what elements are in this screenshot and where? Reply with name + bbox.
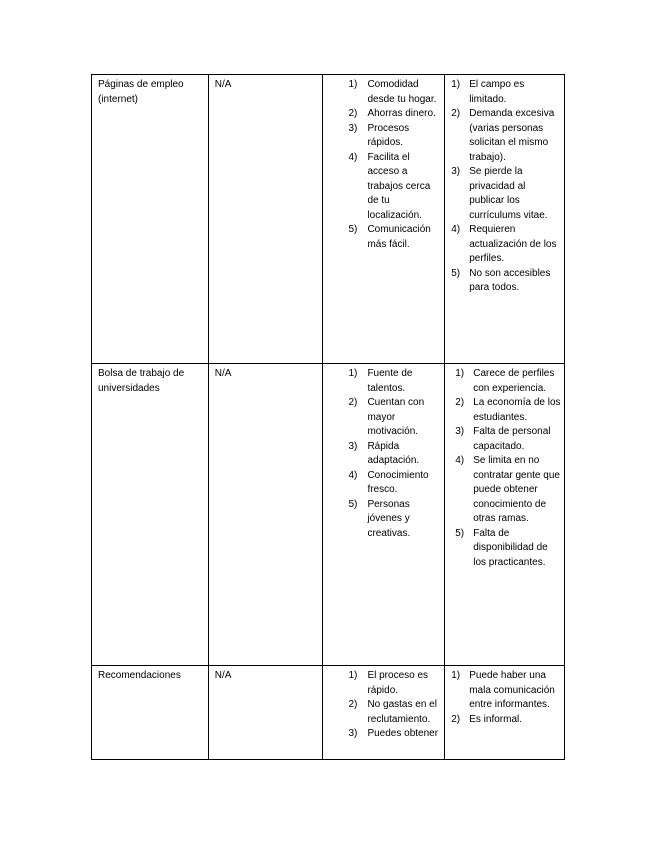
list-item: 2) Cuentan con mayor motivación. (348, 397, 425, 437)
disadvantages-cell (445, 364, 565, 666)
cost-value: N/A (214, 368, 232, 379)
table-row (92, 75, 565, 364)
list-item: 3) Procesos rápidos. (348, 122, 410, 148)
cost-cell (208, 75, 323, 364)
list-item: 4) Requieren actualización de los perfiles. (451, 224, 557, 264)
advantages-cell (323, 364, 445, 666)
list-item: 1) El campo es limitado. (451, 79, 525, 105)
list-item: 2) No gastas en el reclutamiento. (348, 699, 437, 725)
cost-cell (208, 364, 323, 666)
source-cell (92, 666, 209, 760)
advantages-cell (323, 75, 445, 364)
list-item: 5) Personas jóvenes y creativas. (348, 498, 411, 539)
list-item: 2) Es informal. (451, 713, 523, 725)
list-item: 4) Se limita en no contratar gente que puede obtener conocimiento de otras ramas. (455, 455, 560, 524)
advantages-cell (323, 666, 445, 760)
list-item: 1) Carece de perfiles con experiencia. (455, 368, 555, 394)
disadvantages-list (449, 78, 562, 296)
source-label: Recomendaciones (98, 670, 181, 681)
advantages-list (329, 78, 439, 252)
list-item: 1) Comodidad desde tu hogar. (348, 79, 437, 105)
source-label: Bolsa de trabajo de universidades (98, 368, 185, 394)
source-label: Páginas de empleo (internet) (98, 79, 184, 105)
advantages-list (329, 669, 439, 742)
list-item: 2) La economía de los estudiantes. (455, 397, 561, 423)
source-cell (92, 364, 209, 666)
list-item: 5) No son accesibles para todos. (451, 267, 551, 293)
list-item: 3) Puedes obtener (348, 728, 439, 739)
cost-cell (208, 666, 323, 760)
cost-value: N/A (214, 670, 232, 681)
disadvantages-list (449, 669, 562, 727)
list-item: 2) Ahorras dinero. (348, 108, 436, 119)
disadvantages-cell (445, 666, 565, 760)
list-item: 4) Facilita el acceso a trabajos cerca de tu localización. (348, 151, 431, 221)
table-row (92, 364, 565, 666)
disadvantages-list (449, 367, 562, 570)
list-item: 3) Se pierde la privacidad al publicar los currículums vitae. (451, 166, 548, 221)
recruitment-sources-table (91, 74, 565, 760)
advantages-list (329, 367, 439, 541)
list-item: 5) Falta de disponibilidad de los practicantes. (455, 527, 548, 568)
disadvantages-cell (445, 75, 565, 364)
list-item: 5) Comunicación más fácil. (348, 224, 431, 250)
list-item: 2) Demanda excesiva (varias personas solicitan el mismo trabajo). (451, 108, 555, 163)
cost-value: N/A (214, 79, 232, 90)
table-row (92, 666, 565, 760)
list-item: 1) Fuente de talentos. (348, 368, 413, 394)
list-item: 1) Puede haber una mala comunicación entre informantes. (451, 670, 555, 710)
list-item: 3) Rápida adaptación. (348, 440, 420, 466)
list-item: 3) Falta de personal capacitado. (455, 426, 551, 452)
list-item: 1) El proceso es rápido. (348, 670, 429, 696)
list-item: 4) Conocimiento fresco. (348, 469, 429, 495)
source-cell (92, 75, 209, 364)
